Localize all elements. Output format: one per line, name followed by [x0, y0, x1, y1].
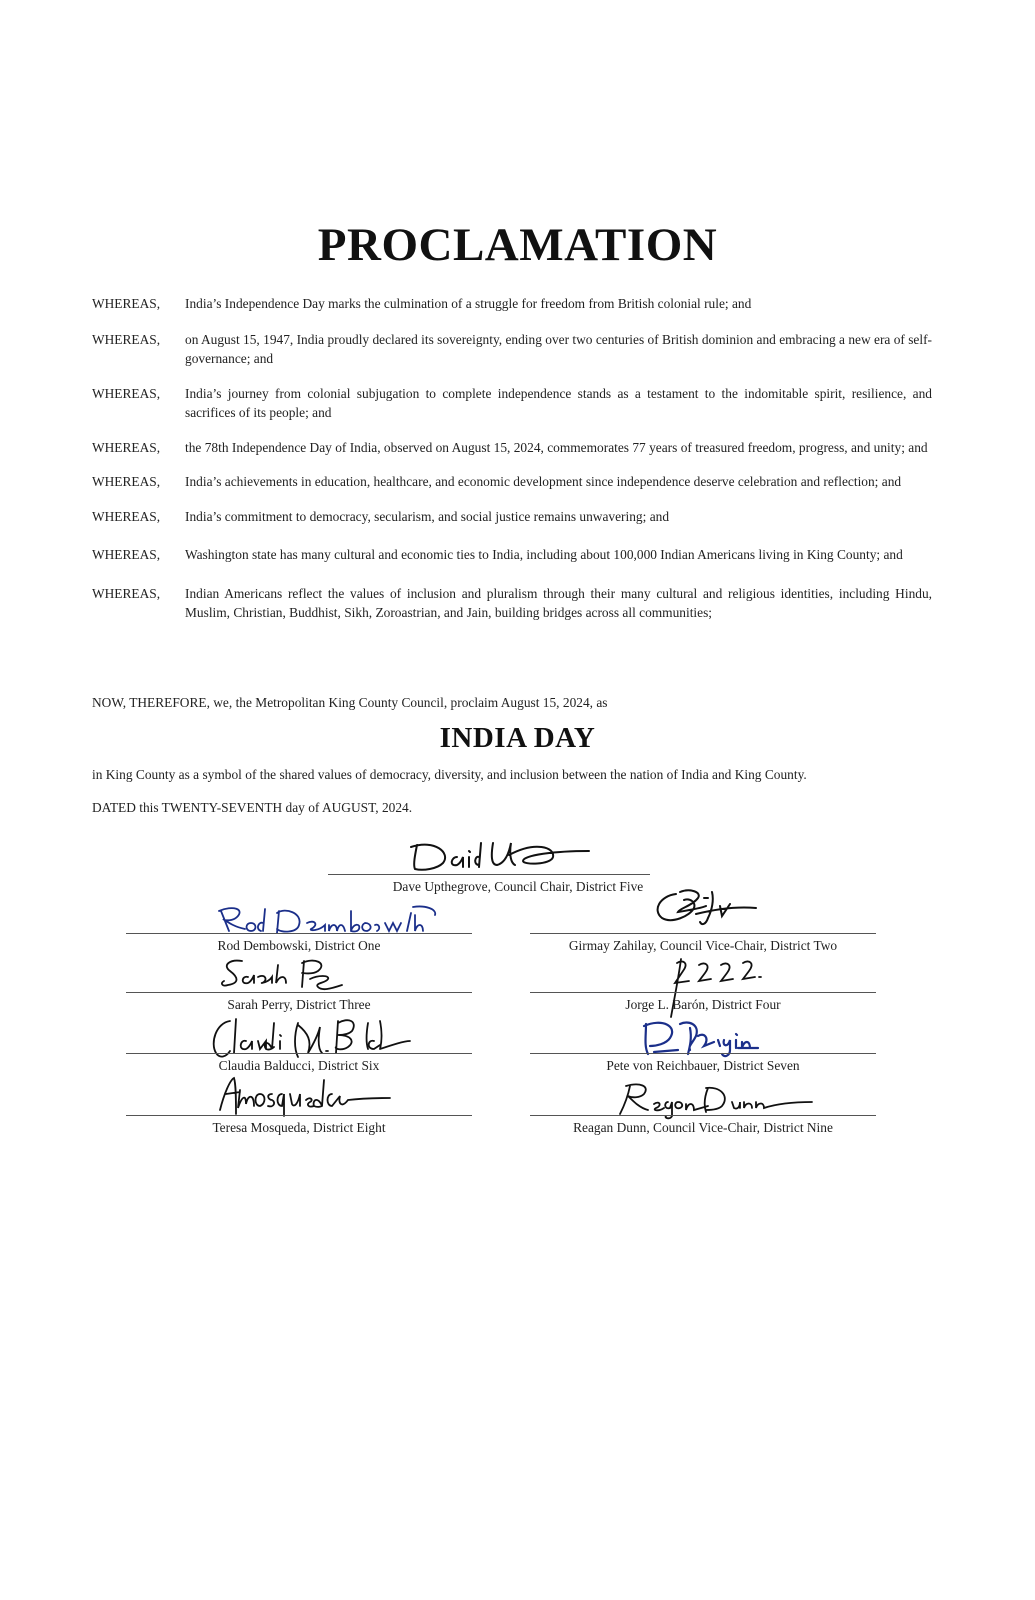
- signature-line: [530, 933, 876, 934]
- d1-signature: [215, 903, 440, 935]
- d9-name: Reagan Dunn, Council Vice-Chair, District Nine: [573, 1120, 833, 1135]
- signature-line: [530, 992, 876, 993]
- whereas-keyword: WHEREAS,: [92, 508, 161, 524]
- d3-signature: [218, 955, 348, 995]
- whereas-keyword: WHEREAS,: [92, 585, 161, 601]
- dated-line: DATED this TWENTY-SEVENTH day of AUGUST, 2024.: [92, 800, 413, 815]
- clause-text: Washington state has many cultural and economic ties to India, including about 100,000 Indian Americans living in King County; and: [185, 547, 903, 562]
- whereas-keyword: WHEREAS,: [92, 331, 161, 347]
- whereas-clauses: [92, 294, 932, 623]
- clause-text: Indian Americans reflect the values of inclusion and pluralism through their many cultural and religious identities, including Hindu, Muslim, Christian, Buddhist, Sikh, Zoroastrian, and Jain, building bridges across all communities;: [185, 585, 932, 620]
- d6-name: Claudia Balducci, District Six: [218, 1058, 380, 1073]
- whereas-keyword: WHEREAS,: [92, 547, 161, 562]
- d4-name: Jorge L. Barón, District Four: [625, 997, 781, 1012]
- d7-name: Pete von Reichbauer, District Seven: [606, 1058, 800, 1073]
- proclamation-purpose: in King County as a symbol of the shared values of democracy, diversity, and inclusion between the nation of India and King County.: [92, 767, 807, 782]
- chair-name: Dave Upthegrove, Council Chair, District Five: [392, 879, 644, 894]
- whereas-keyword: WHEREAS,: [92, 385, 161, 401]
- signature-line: [126, 992, 472, 993]
- d3-name: Sarah Perry, District Three: [227, 997, 371, 1012]
- signature-line: [530, 1115, 876, 1116]
- whereas-keyword: WHEREAS,: [92, 439, 161, 455]
- clause-text: the 78th Independence Day of India, observed on August 15, 2024, commemorates 77 years of treasured freedom, progress, and unity; and: [185, 439, 928, 455]
- signature-line: [530, 1053, 876, 1054]
- whereas-keyword: WHEREAS,: [92, 474, 161, 489]
- clause-text: India’s achievements in education, healthcare, and economic development since independence deserve celebration and reflection; and: [185, 474, 902, 489]
- clause-text: India’s journey from colonial subjugation to complete independence stands as a testament to the indomitable spirit, resilience, and sacrifices of its people; and: [185, 385, 932, 420]
- signature-line: [126, 933, 472, 934]
- whereas-clause: [92, 438, 932, 458]
- whereas-clause: [92, 584, 932, 623]
- now-therefore-text: NOW, THEREFORE, we, the Metropolitan King County Council, proclaim August 15, 2024, as: [92, 695, 608, 710]
- page-title: PROCLAMATION: [317, 219, 718, 271]
- d8-signature: [214, 1074, 394, 1118]
- whereas-clause: [92, 384, 932, 423]
- d2-name: Girmay Zahilay, Council Vice-Chair, District Two: [568, 938, 838, 953]
- whereas-clause: [92, 545, 932, 565]
- d2-signature: [650, 886, 760, 932]
- whereas-clause: [92, 507, 932, 527]
- clause-text: India’s Independence Day marks the culmination of a struggle for freedom from British colonial rule; and: [185, 296, 752, 311]
- whereas-keyword: WHEREAS,: [92, 296, 161, 311]
- whereas-clause: [92, 472, 932, 492]
- clause-text: on August 15, 1947, India proudly declared its sovereignty, ending over two centuries of British dominion and embracing a new era of self-governance; and: [185, 331, 932, 366]
- chair-signature: [405, 835, 595, 875]
- d1-name: Rod Dembowski, District One: [217, 938, 381, 953]
- clause-text: India’s commitment to democracy, secularism, and social justice remains unwavering; and: [185, 508, 670, 524]
- d4-signature: [655, 955, 780, 1025]
- signature-line: [328, 874, 650, 875]
- d8-name: Teresa Mosqueda, District Eight: [212, 1120, 386, 1135]
- whereas-clause: [92, 330, 932, 369]
- whereas-clause: [92, 294, 932, 314]
- d9-signature: [612, 1080, 817, 1120]
- signature-line: [126, 1053, 472, 1054]
- proclaimed-day-heading: INDIA DAY: [439, 722, 596, 754]
- signature-line: [126, 1115, 472, 1116]
